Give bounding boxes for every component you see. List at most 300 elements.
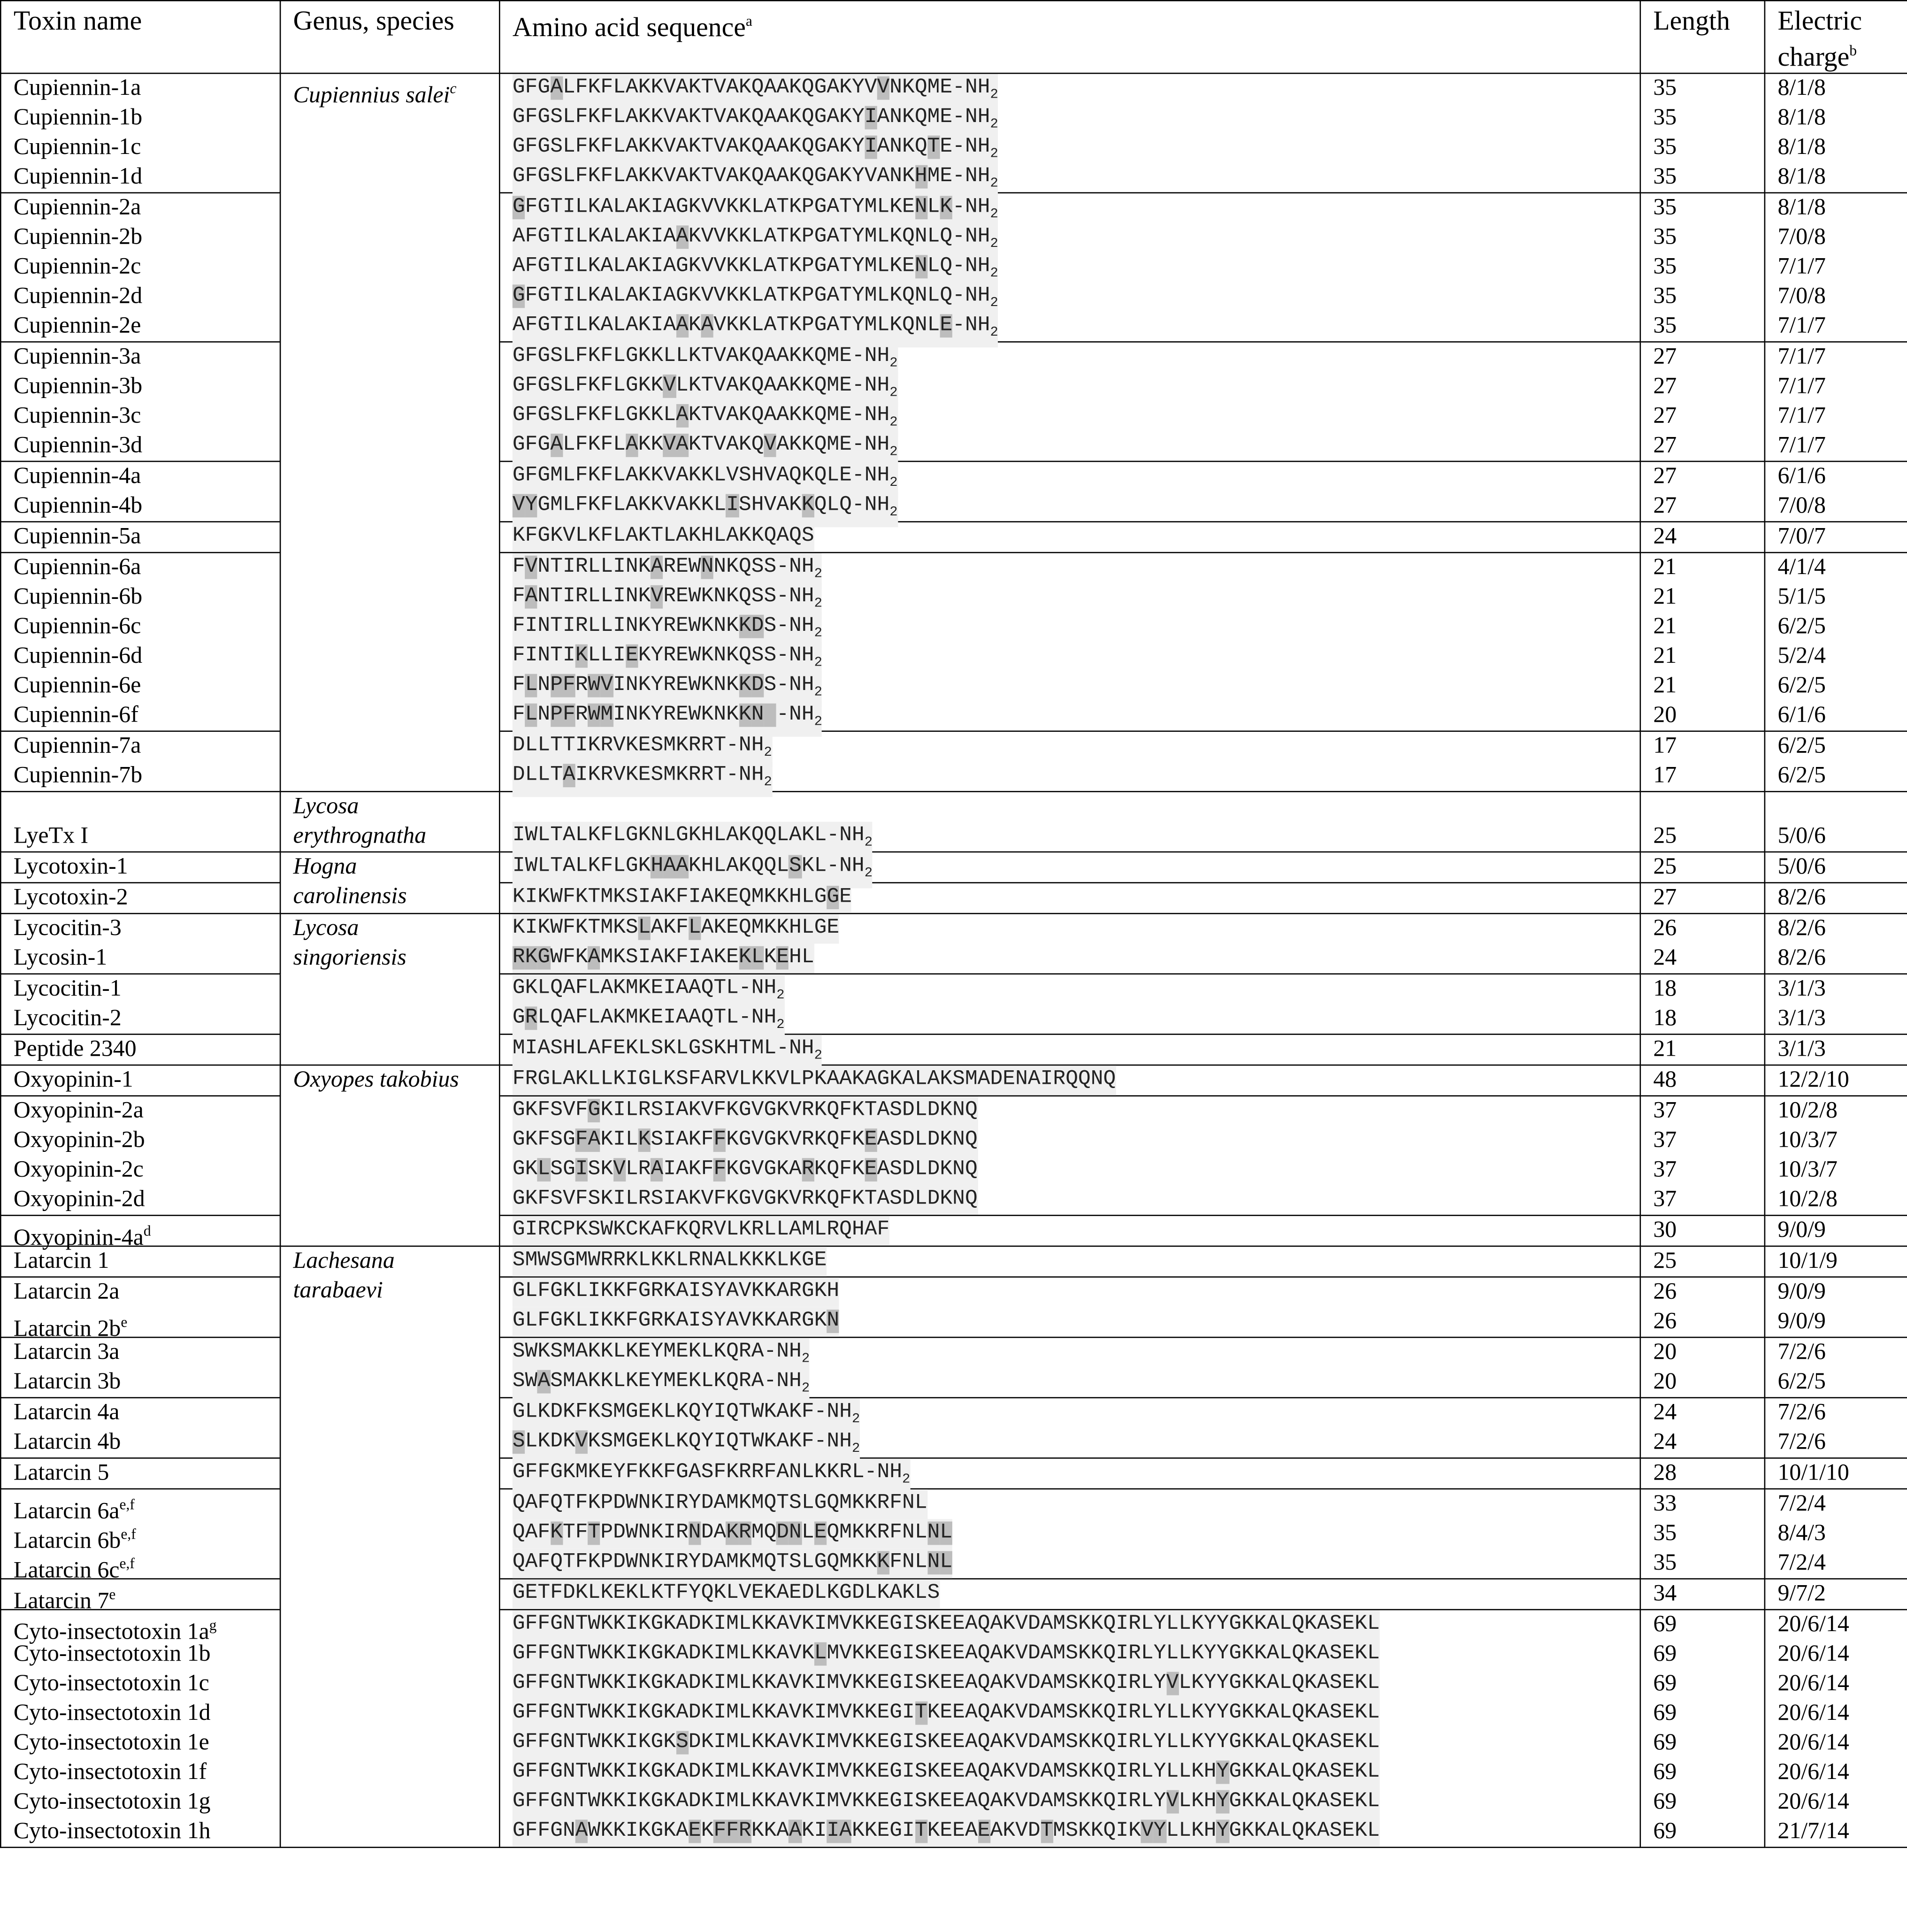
toxin-name: Latarcin 2a: [13, 1279, 120, 1305]
toxin-name: Oxyopinin-2b: [13, 1127, 145, 1153]
species-oxyopes-takobius: Oxyopes takobius: [293, 1066, 459, 1093]
toxin-name: Oxyopinin-2c: [13, 1157, 144, 1183]
header-genus-species: Genus, species: [280, 0, 499, 73]
length-value: 24: [1653, 523, 1677, 550]
length-value: 25: [1653, 823, 1677, 849]
charge-cell: [1765, 1215, 1907, 1246]
species-cell: [280, 791, 499, 852]
sequence: QAFQTFKPDWNKIRYDAMKMQTSLGQMKKRFNL: [513, 1489, 1627, 1519]
sequence-cell: [499, 1458, 1640, 1489]
charge-value: 8/2/6: [1777, 945, 1826, 971]
charge-cell: [1765, 731, 1907, 792]
sequence: IWLTALKFLGKHAAKHLAKQQLSKL-$NH_2$: [513, 852, 1627, 882]
toxin-name: Lycocitin-3: [13, 915, 122, 942]
sequence: GLFGKLIKKFGRKAISYAVKKARGKH: [513, 1278, 1627, 1307]
toxin-name: Latarcin 1: [13, 1248, 109, 1274]
length-cell: [1640, 1398, 1765, 1458]
charge-value: 5/0/6: [1777, 823, 1826, 849]
toxin-name: Lycosin-1: [13, 945, 107, 971]
length-value: 26: [1653, 1279, 1677, 1305]
charge-value: 20/6/14: [1777, 1671, 1849, 1697]
sequence: RKGWFKAMKSIAKFIAKEKLKEHL: [513, 944, 1627, 974]
toxin-name: Oxyopinin-2d: [13, 1186, 145, 1212]
sequence: FVNTIRLLINKAREWNNKQSS-$NH_2$: [513, 553, 1627, 583]
length-cell: [1640, 1215, 1765, 1246]
table-row: [0, 1065, 1907, 1096]
charge-cell: [1765, 1489, 1907, 1579]
toxin-name-cell: [0, 791, 280, 852]
charge-value: 3/1/3: [1777, 1005, 1826, 1031]
length-value: 35: [1653, 1549, 1677, 1576]
toxin-name: Latarcin $6a^{e,f}$: [13, 1495, 135, 1525]
charge-value: 6/1/6: [1777, 702, 1826, 728]
table-row: [0, 852, 1907, 883]
toxin-name-cell: [0, 461, 280, 522]
sequence: GRLQAFLAKMKEIAAQTL-$NH_2$: [513, 1004, 1627, 1034]
length-value: 25: [1653, 1248, 1677, 1274]
sequence: GFGALFKFLAKKVAKTVAKQVAKKQME-$NH_2$: [513, 431, 1627, 461]
charge-cell: [1765, 522, 1907, 553]
toxin-name: Cupiennin-6c: [13, 613, 141, 640]
sequence-cell: [499, 193, 1640, 342]
toxin-name: Latarcin $2b^e$: [13, 1313, 128, 1342]
charge-cell: [1765, 1458, 1907, 1489]
length-value: 69: [1653, 1611, 1677, 1638]
charge-cell: [1765, 1277, 1907, 1338]
toxin-name-cell: [0, 852, 280, 883]
charge-value: 10/2/8: [1777, 1097, 1838, 1124]
charge-value: 6/2/5: [1777, 733, 1826, 759]
charge-value: 10/2/8: [1777, 1186, 1838, 1212]
sequence: DLLTTIKRVKESMKRRT-$NH_2$: [513, 732, 1627, 761]
charge-cell: [1765, 73, 1907, 193]
length-value: 37: [1653, 1157, 1677, 1183]
toxin-name: Lycotoxin-2: [13, 884, 128, 911]
length-value: 69: [1653, 1730, 1677, 1756]
length-cell: [1640, 461, 1765, 522]
sequence: GFGMLFKFLAKKVAKKLVSHVAQKQLE-$NH_2$: [513, 462, 1627, 491]
charge-cell: [1765, 1337, 1907, 1398]
length-value: 69: [1653, 1759, 1677, 1786]
charge-cell: [1765, 974, 1907, 1035]
sequence: GFFGNTWKKIKGKADKIMLKKAVKIMVKKEGISKEEAQAKVDAMSKKQIRLYVLKYYGKKALQKASEKL: [513, 1669, 1627, 1699]
charge-cell: [1765, 1096, 1907, 1216]
charge-value: 8/2/6: [1777, 884, 1826, 911]
sequence-cell: [499, 1096, 1640, 1216]
toxin-name: Cyto-insectotoxin 1d: [13, 1700, 211, 1726]
species-lachesana-tarabaevi: Lachesana tarabaevi: [293, 1248, 395, 1303]
length-cell: [1640, 1458, 1765, 1489]
length-value: 35: [1653, 194, 1677, 221]
toxin-name: Latarcin 7e: [13, 1585, 116, 1615]
sequence-cell: [499, 342, 1640, 461]
sequence: FRGLAKLLKIGLKSFARVLKKVLPKAAKAGKALAKSMADENAIRQQNQ: [513, 1066, 1627, 1095]
charge-value: 20/6/14: [1777, 1700, 1849, 1726]
length-value: 27: [1653, 403, 1677, 429]
toxin-name: Cupiennin-3a: [13, 344, 141, 370]
length-value: 27: [1653, 432, 1677, 459]
sequence: GFGALFKFLAKKVAKTVAKQAAKQGAKYVVNKQME-$NH_2$: [513, 74, 1627, 103]
length-value: 24: [1653, 1399, 1677, 1426]
toxin-name-cell: [0, 342, 280, 461]
charge-value: 5/1/5: [1777, 584, 1826, 610]
toxin-name: Oxyopinin-2a: [13, 1097, 144, 1124]
length-value: 35: [1653, 313, 1677, 339]
toxin-name: Oxyopinin-1: [13, 1066, 133, 1093]
toxin-name: Latarcin 5: [13, 1460, 109, 1486]
sequence: GFFGNTWKKIKGKSDKIMLKKAVKIMVKKEGISKEEAQAKVDAMSKKQIRLYLLKYYGKKALQKASEKL: [513, 1728, 1627, 1758]
sequence: FLNPFRWVINKYREWKNKKDS-$NH_2$: [513, 671, 1627, 701]
length-value: 21: [1653, 1036, 1677, 1062]
species-cell: [280, 852, 499, 913]
length-cell: [1640, 342, 1765, 461]
toxin-name: Cupiennin-1c: [13, 134, 141, 161]
charge-value: 7/2/4: [1777, 1490, 1826, 1517]
sequence: GFGSLFKFLAKKVAKTVAKQAAKQGAKYIANKQTE-$NH_2$: [513, 133, 1627, 162]
length-value: 27: [1653, 373, 1677, 399]
toxin-name: Cupiennin-1a: [13, 75, 141, 101]
charge-value: 6/2/5: [1777, 1369, 1826, 1395]
toxin-name-cell: [0, 552, 280, 731]
charge-value: 21/7/14: [1777, 1818, 1849, 1845]
sequence: GKLQAFLAKMKEIAAQTL-$NH_2$: [513, 974, 1627, 1004]
charge-cell: [1765, 791, 1907, 852]
charge-cell: [1765, 1246, 1907, 1277]
table-row: [0, 73, 1907, 193]
length-value: 69: [1653, 1641, 1677, 1667]
sequence-cell: [499, 73, 1640, 193]
toxin-name-cell: [0, 1458, 280, 1489]
length-cell: [1640, 73, 1765, 193]
sequence-cell: [499, 731, 1640, 792]
charge-value: 7/2/6: [1777, 1399, 1826, 1426]
charge-value: 7/1/7: [1777, 373, 1826, 399]
species-cell: [280, 73, 499, 791]
charge-value: 7/1/7: [1777, 403, 1826, 429]
sequence: QAFKTFTPDWNKIRNDAKRMQDNLEQMKKRFNLNL: [513, 1519, 1627, 1549]
toxin-name-cell: [0, 1489, 280, 1584]
species-cell: [280, 1246, 499, 1848]
charge-value: 8/1/8: [1777, 164, 1826, 190]
table-row: [0, 791, 1907, 852]
sequence-cell: [499, 461, 1640, 522]
sequence: GFFGNTWKKIKGKADKIMLKKAVKIMVKKEGISKEEAQAKVDAMSKKQIRLYLLKYYGKKALQKASEKL: [513, 1610, 1627, 1640]
sequence-cell: [499, 1579, 1640, 1610]
length-cell: [1640, 193, 1765, 342]
charge-value: 7/2/4: [1777, 1549, 1826, 1576]
toxin-name-cell: [0, 1034, 280, 1065]
sequence: FLNPFRWMINKYREWKNKKN $-NH_2$: [513, 701, 1627, 730]
length-value: 17: [1653, 762, 1677, 789]
charge-cell: [1765, 193, 1907, 342]
toxin-name-cell: [0, 1096, 280, 1216]
toxin-name: Cupiennin-6f: [13, 702, 138, 728]
toxin-name-cell: [0, 883, 280, 914]
length-value: 21: [1653, 584, 1677, 610]
species-cupiennius: Cupiennius salei$^c$: [293, 80, 457, 109]
charge-value: 5/0/6: [1777, 853, 1826, 880]
toxin-name: Lycotoxin-1: [13, 853, 128, 880]
charge-value: 20/6/14: [1777, 1730, 1849, 1756]
sequence: GLFGKLIKKFGRKAISYAVKKARGKN: [513, 1307, 1627, 1337]
charge-value: 7/1/7: [1777, 344, 1826, 370]
toxin-name-cell: [0, 1579, 280, 1615]
sequence: AFGTILKALAKIAAKVVKKLATKPGATYMLKQNLQ-$NH_2$: [513, 223, 1627, 253]
sequence-cell: [499, 552, 1640, 731]
charge-value: 8/2/6: [1777, 915, 1826, 942]
sequence: GFFGKMKEYFKKFGASFKRRFANLKKRL-$NH_2$: [513, 1459, 1627, 1488]
length-cell: [1640, 1277, 1765, 1338]
length-value: 24: [1653, 1429, 1677, 1455]
charge-value: 4/1/4: [1777, 554, 1826, 581]
length-value: 26: [1653, 1308, 1677, 1334]
length-value: 69: [1653, 1700, 1677, 1726]
charge-value: 6/2/5: [1777, 762, 1826, 789]
length-value: 27: [1653, 884, 1677, 911]
species-lycosa-singoriensis: Lycosa singoriensis: [293, 915, 406, 971]
sequence-cell: [499, 1065, 1640, 1096]
toxin-name: LyeTx I: [13, 823, 89, 849]
sequence-cell: [499, 791, 1640, 852]
toxin-name: Cupiennin-4a: [13, 463, 141, 490]
toxin-name: Lycocitin-1: [13, 975, 122, 1002]
length-value: 35: [1653, 105, 1677, 131]
toxin-name: Cupiennin-5a: [13, 523, 141, 550]
sequence: SLKDKVKSMGEKLKQYIQTWKAKF-$NH_2$: [513, 1428, 1627, 1457]
sequence: VYGMLFKFLAKKVAKKLISHVAKKQLQ-$NH_2$: [513, 491, 1627, 521]
sequence: SMWSGMWRRKLKKLRNALKKKLKGE: [513, 1247, 1627, 1276]
charge-value: 6/2/5: [1777, 613, 1826, 640]
sequence: KIKWFKTMKSLAKFLAKEQMKKHLGE: [513, 914, 1627, 944]
length-cell: [1640, 731, 1765, 792]
toxin-name: Cupiennin-6d: [13, 643, 143, 669]
toxin-name: Cupiennin-7a: [13, 733, 141, 759]
length-value: 21: [1653, 643, 1677, 669]
toxin-name-cell: [0, 731, 280, 792]
toxin-name-cell: [0, 974, 280, 1035]
charge-cell: [1765, 1034, 1907, 1065]
toxin-name: Cupiennin-6a: [13, 554, 141, 581]
species-lycosa-erythrognatha: Lycosa erythrognatha: [293, 793, 427, 849]
length-cell: [1640, 522, 1765, 553]
length-cell: [1640, 883, 1765, 914]
toxin-name: Cupiennin-6b: [13, 584, 143, 610]
length-value: 21: [1653, 613, 1677, 640]
sequence: GLKDKFKSMGEKLKQYIQTWKAKF-$NH_2$: [513, 1398, 1627, 1428]
toxin-name: Cupiennin-6e: [13, 673, 141, 699]
length-value: 25: [1653, 853, 1677, 880]
length-value: 28: [1653, 1460, 1677, 1486]
table-body: [0, 73, 1907, 1848]
sequence: FINTIKLLIEKYREWKNKQSS-$NH_2$: [513, 642, 1627, 671]
charge-cell: [1765, 1065, 1907, 1096]
toxin-name: Cyto-insectotoxin 1c: [13, 1671, 209, 1697]
toxin-name: Oxyopinin-$4a^d$: [13, 1222, 151, 1251]
sequence: KFGKVLKFLAKTLAKHLAKKQAQS: [513, 522, 1627, 552]
charge-cell: [1765, 342, 1907, 461]
charge-value: 10/1/10: [1777, 1460, 1849, 1486]
sequence: GETFDKLKEKLKTFYQKLVEKAEDLKGDLKAKLS: [513, 1579, 1627, 1609]
sequence-cell: [499, 1277, 1640, 1338]
header-length: Length: [1640, 0, 1765, 73]
length-cell: [1640, 974, 1765, 1035]
toxin-name-cell: [0, 1065, 280, 1096]
charge-value: 20/6/14: [1777, 1611, 1849, 1638]
sequence: DLLTAIKRVKESMKRRT-$NH_2$: [513, 761, 1627, 791]
length-value: 35: [1653, 164, 1677, 190]
length-cell: [1640, 552, 1765, 731]
sequence: FINTIRLLINKYREWKNKKDS-$NH_2$: [513, 612, 1627, 642]
sequence: MIASHLAFEKLSKLGSKHTML-$NH_2$: [513, 1035, 1627, 1065]
charge-value: 8/1/8: [1777, 194, 1826, 221]
species-cell: [280, 913, 499, 1065]
charge-value: 7/0/8: [1777, 224, 1826, 250]
toxin-name: Cupiennin-2a: [13, 194, 141, 221]
toxin-name: Cupiennin-1d: [13, 164, 143, 190]
length-cell: [1640, 791, 1765, 852]
length-value: 34: [1653, 1580, 1677, 1607]
length-value: 18: [1653, 975, 1677, 1002]
charge-value: 7/0/8: [1777, 492, 1826, 519]
sequence: GIRCPKSWKCKAFKQRVLKRLLAMLRQHAF: [513, 1216, 1627, 1246]
charge-cell: [1765, 552, 1907, 731]
toxin-name: Cupiennin-7b: [13, 762, 143, 789]
charge-cell: [1765, 1579, 1907, 1610]
length-value: 21: [1653, 673, 1677, 699]
charge-value: 7/1/7: [1777, 432, 1826, 459]
sequence: SWKSMAKKLKEYMEKLKQRA-$NH_2$: [513, 1338, 1627, 1367]
sequence: GFGTILKALAKIAGKVVKKLATKPGATYMLKENLK-$NH_2$: [513, 193, 1627, 223]
charge-cell: [1765, 883, 1907, 914]
length-value: 20: [1653, 1339, 1677, 1365]
toxin-name: Cyto-insectotoxin 1f: [13, 1759, 207, 1786]
sequence-cell: [499, 1246, 1640, 1277]
sequence-cell: [499, 1610, 1640, 1848]
toxin-name: Cupiennin-2d: [13, 283, 143, 309]
length-value: 17: [1653, 733, 1677, 759]
charge-value: 7/1/7: [1777, 313, 1826, 339]
length-value: 37: [1653, 1186, 1677, 1212]
charge-cell: [1765, 852, 1907, 883]
sequence-cell: [499, 1337, 1640, 1398]
charge-cell: [1765, 461, 1907, 522]
sequence: GKFSVFGKILRSIAKVFKGVGKVRKQFKTASDLDKNQ: [513, 1096, 1627, 1126]
toxin-name: Peptide 2340: [13, 1036, 137, 1062]
charge-value: 6/1/6: [1777, 463, 1826, 490]
length-value: 69: [1653, 1789, 1677, 1815]
sequence: QAFQTFKPDWNKIRYDAMKMQTSLGQMKKKFNLNL: [513, 1549, 1627, 1578]
length-value: 35: [1653, 224, 1677, 250]
sequence-cell: [499, 1398, 1640, 1458]
toxin-name: Cupiennin-1b: [13, 105, 143, 131]
length-value: 21: [1653, 554, 1677, 581]
length-cell: [1640, 1034, 1765, 1065]
toxin-name: Cupiennin-2c: [13, 253, 141, 280]
toxin-name: Cyto-insectotoxin 1g: [13, 1789, 211, 1815]
sequence-cell: [499, 1215, 1640, 1246]
toxin-name: Cupiennin-3c: [13, 403, 141, 429]
charge-value: 20/6/14: [1777, 1789, 1849, 1815]
charge-value: 10/1/9: [1777, 1248, 1838, 1274]
length-value: 37: [1653, 1097, 1677, 1124]
length-value: 37: [1653, 1127, 1677, 1153]
sequence-cell: [499, 1489, 1640, 1579]
sequence-cell: [499, 883, 1640, 914]
charge-cell: [1765, 1610, 1907, 1848]
length-value: 27: [1653, 463, 1677, 490]
charge-value: 8/4/3: [1777, 1520, 1826, 1546]
species-cell: [280, 1065, 499, 1246]
sequence: KIKWFKTMKSIAKFIAKEQMKKHLGGE: [513, 883, 1627, 913]
toxin-name: Latarcin 3a: [13, 1339, 120, 1365]
charge-value: 12/2/10: [1777, 1066, 1849, 1093]
length-value: 35: [1653, 283, 1677, 309]
charge-value: 5/2/4: [1777, 643, 1826, 669]
toxin-name-cell: [0, 73, 280, 193]
toxin-name-cell: [0, 193, 280, 342]
length-cell: [1640, 1489, 1765, 1579]
table-row: [0, 913, 1907, 974]
charge-value: 3/1/3: [1777, 1036, 1826, 1062]
charge-value: 7/2/6: [1777, 1339, 1826, 1365]
charge-value: 20/6/14: [1777, 1641, 1849, 1667]
charge-value: 9/0/9: [1777, 1279, 1826, 1305]
sequence-cell: [499, 852, 1640, 883]
toxin-name: Cyto-insectotoxin 1e: [13, 1730, 209, 1756]
sequence: AFGTILKALAKIAAKAVKKLATKPGATYMLKQNLE-$NH_2$: [513, 312, 1627, 341]
charge-value: 9/7/2: [1777, 1580, 1826, 1607]
toxin-name: Cupiennin-3d: [13, 432, 143, 459]
length-cell: [1640, 1579, 1765, 1610]
charge-value: 8/1/8: [1777, 75, 1826, 101]
toxin-name: Lycocitin-2: [13, 1005, 122, 1031]
sequence: GFFGNTWKKIKGKADKIMLKKAVKLMVKKEGISKEEAQAKVDAMSKKQIRLYLLKYYGKKALQKASEKL: [513, 1640, 1627, 1669]
length-value: 48: [1653, 1066, 1677, 1093]
header-charge: Electric charge$^b$: [1765, 0, 1907, 73]
charge-value: 8/1/8: [1777, 134, 1826, 161]
length-cell: [1640, 1065, 1765, 1096]
length-value: 33: [1653, 1490, 1677, 1517]
sequence: GFGSLFKFLAKKVAKTVAKQAAKQGAKYIANKQME-$NH_2$: [513, 103, 1627, 133]
sequence: GFFGNTWKKIKGKADKIMLKKAVKIMVKKEGISKEEAQAKVDAMSKKQIRLYVLKHYGKKALQKASEKL: [513, 1787, 1627, 1817]
toxin-name: Cupiennin-2e: [13, 313, 141, 339]
sequence: GFGSLFKFLGKKLLKTVAKQAAKKQME-$NH_2$: [513, 343, 1627, 372]
length-cell: [1640, 1337, 1765, 1398]
sequence: GKLSGISKVLRAIAKFFKGVGKARKQFKEASDLDKNQ: [513, 1156, 1627, 1185]
sequence: IWLTALKFLGKNLGKHLAKQQLAKL-$NH_2$: [513, 822, 1627, 851]
length-value: 20: [1653, 702, 1677, 728]
sequence: GFGSLFKFLGKKVLKTVAKQAAKKQME-$NH_2$: [513, 372, 1627, 402]
header-sequence: Amino acid sequence$^a$: [499, 0, 1640, 73]
header-toxin-name: Toxin name: [0, 0, 280, 73]
length-value: 30: [1653, 1217, 1677, 1243]
length-value: 26: [1653, 915, 1677, 942]
length-value: 24: [1653, 945, 1677, 971]
sequence-cell: [499, 913, 1640, 974]
length-value: 69: [1653, 1671, 1677, 1697]
length-value: 35: [1653, 134, 1677, 161]
length-value: 69: [1653, 1818, 1677, 1845]
charge-value: 3/1/3: [1777, 975, 1826, 1002]
charge-value: 10/3/7: [1777, 1157, 1838, 1183]
toxin-name: Cupiennin-4b: [13, 492, 143, 519]
toxin-name: Latarcin 4b: [13, 1429, 121, 1455]
sequence: GFGSLFKFLAKKVAKTVAKQAAKQGAKYVANKHME-$NH_2$: [513, 162, 1627, 192]
charge-value: 7/2/6: [1777, 1429, 1826, 1455]
charge-value: 9/0/9: [1777, 1217, 1826, 1243]
sequence: GFFGNTWKKIKGKADKIMLKKAVKIMVKKEGITKEEAQAKVDAMSKKQIRLYLLKYYGKKALQKASEKL: [513, 1699, 1627, 1728]
length-cell: [1640, 852, 1765, 883]
